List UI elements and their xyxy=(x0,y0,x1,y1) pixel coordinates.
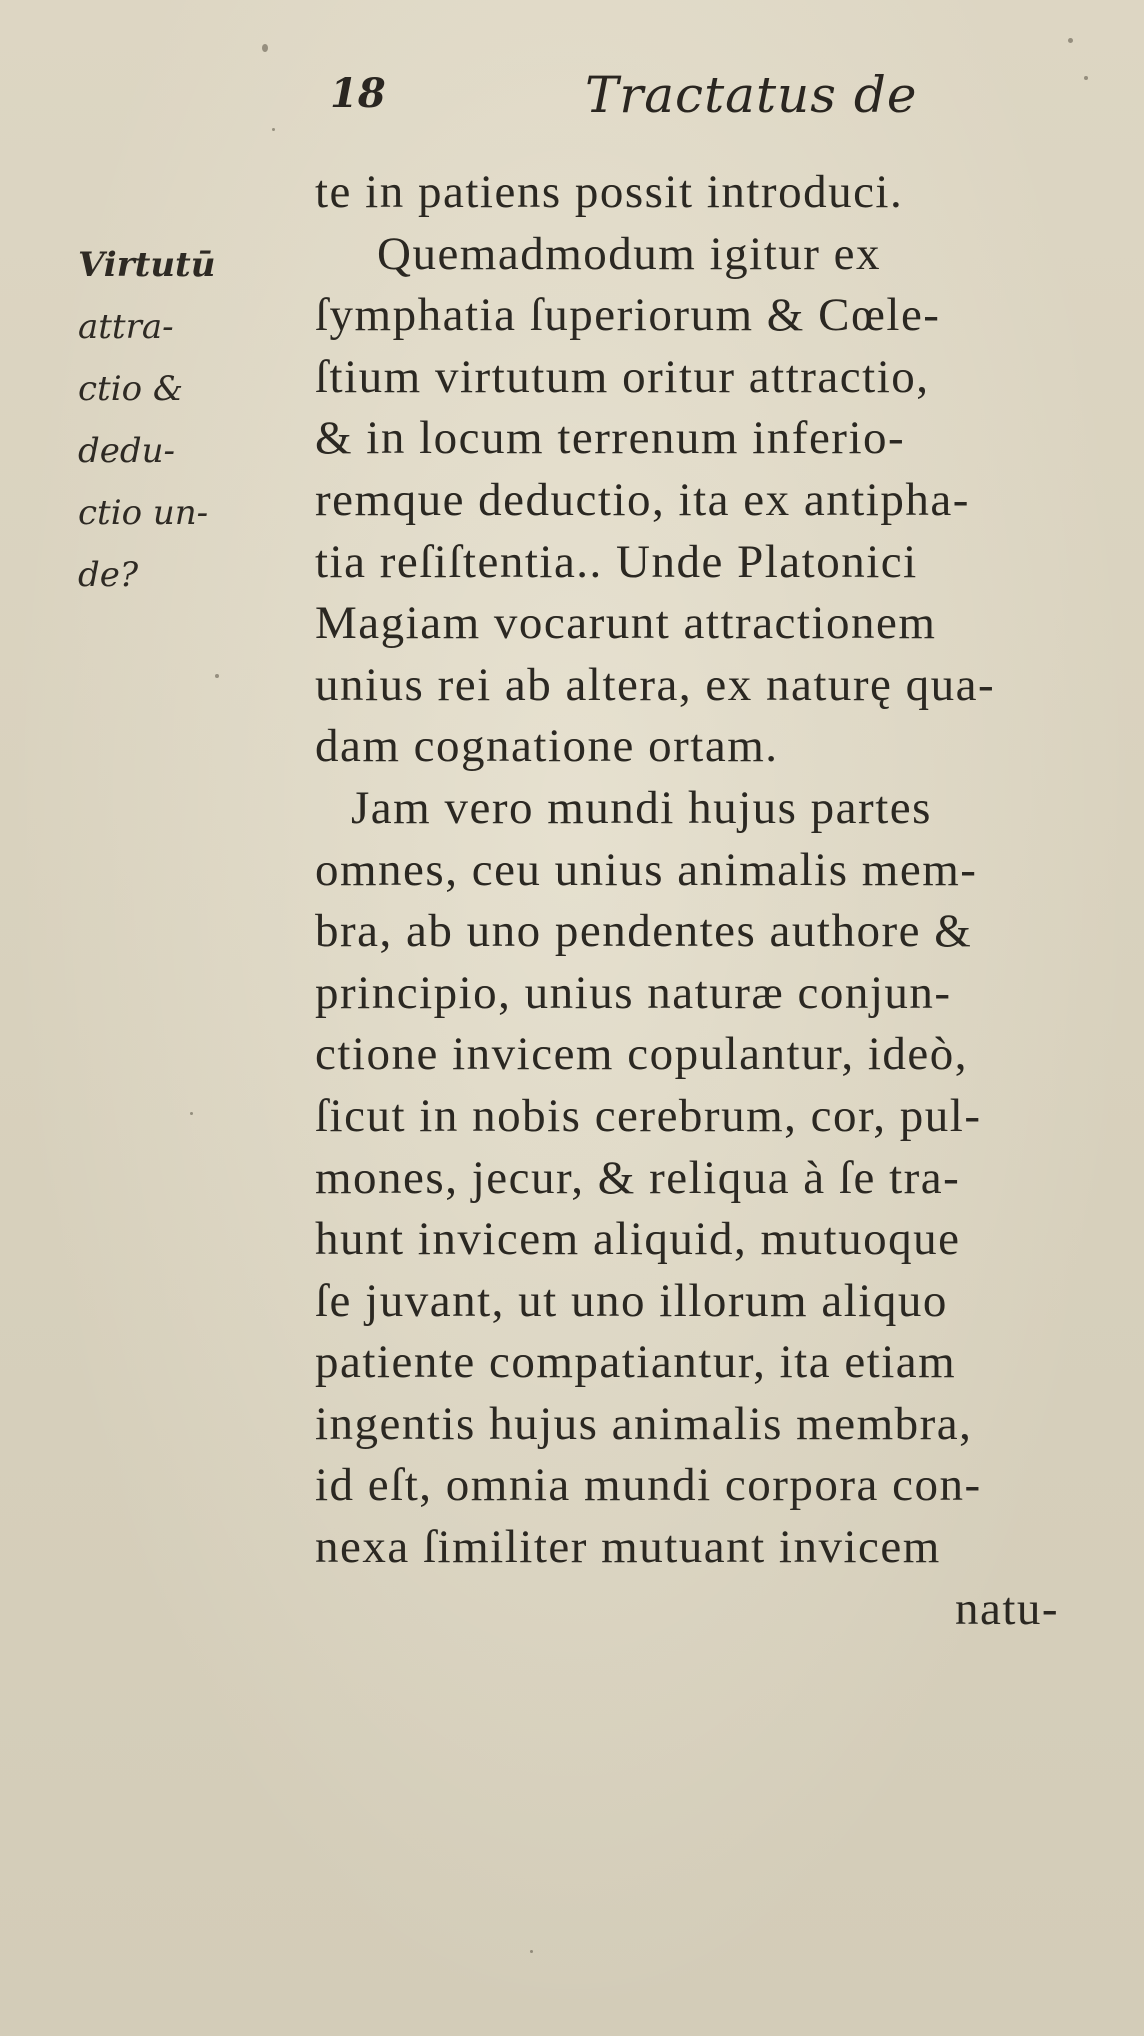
ink-speck xyxy=(190,1112,193,1115)
text-line: ctione invicem copulantur, ideò, xyxy=(315,1028,969,1081)
ink-speck xyxy=(530,1950,533,1953)
marginal-note xyxy=(78,234,308,606)
marginal-note-line: Virtutū xyxy=(78,245,216,285)
text-line: nexa ſimiliter mutuant invicem xyxy=(315,1521,941,1574)
page-header xyxy=(330,66,1090,136)
running-head: Tractatus de xyxy=(585,66,918,124)
catchword: natu- xyxy=(955,1582,1060,1635)
text-line: patiente compatiantur, ita etiam xyxy=(315,1336,957,1389)
text-line: principio, unius naturæ conjun- xyxy=(315,966,952,1019)
body-text xyxy=(315,162,1130,1640)
text-line: Quemadmodum igitur ex xyxy=(377,227,882,280)
marginal-note-line: dedu- xyxy=(78,431,176,471)
text-line: ingentis hujus animalis membra, xyxy=(315,1397,973,1450)
text-line: ſicut in nobis cerebrum, cor, pul- xyxy=(315,1089,982,1142)
text-line: ſtium virtutum oritur attractio, xyxy=(315,350,930,403)
text-line: dam cognatione ortam. xyxy=(315,720,779,773)
marginal-note-line: ctio & xyxy=(78,369,184,409)
text-line: id eſt, omnia mundi corpora con- xyxy=(315,1459,982,1512)
text-line: remque deductio, ita ex antipha- xyxy=(315,473,970,526)
marginal-note-line: ctio un- xyxy=(78,493,209,533)
text-line: Magiam vocarunt attractionem xyxy=(315,597,937,650)
text-line: & in locum terrenum inferio- xyxy=(315,412,906,465)
marginal-note-line: attra- xyxy=(78,307,174,347)
text-line: Jam vero mundi hujus partes xyxy=(351,781,932,834)
ink-speck xyxy=(215,674,219,678)
text-line: ſymphatia ſuperiorum & Cœle- xyxy=(315,289,941,342)
page-number: 18 xyxy=(330,70,386,117)
text-line: bra, ab uno pendentes authore & xyxy=(315,905,973,958)
text-line: unius rei ab altera, ex naturę qua- xyxy=(315,658,996,711)
ink-speck xyxy=(262,44,268,52)
ink-speck xyxy=(272,128,275,131)
text-line: ſe juvant, ut uno illorum aliquo xyxy=(315,1274,948,1327)
text-line: hunt invicem aliquid, mutuoque xyxy=(315,1213,961,1266)
text-line: tia reſiſtentia.. Unde Platonici xyxy=(315,535,918,588)
marginal-note-line: de? xyxy=(78,555,139,595)
ink-speck xyxy=(1068,38,1073,43)
text-line: mones, jecur, & reliqua à ſe tra- xyxy=(315,1151,961,1204)
text-line: omnes, ceu unius animalis mem- xyxy=(315,843,978,896)
text-line: te in patiens possit introduci. xyxy=(315,166,904,218)
